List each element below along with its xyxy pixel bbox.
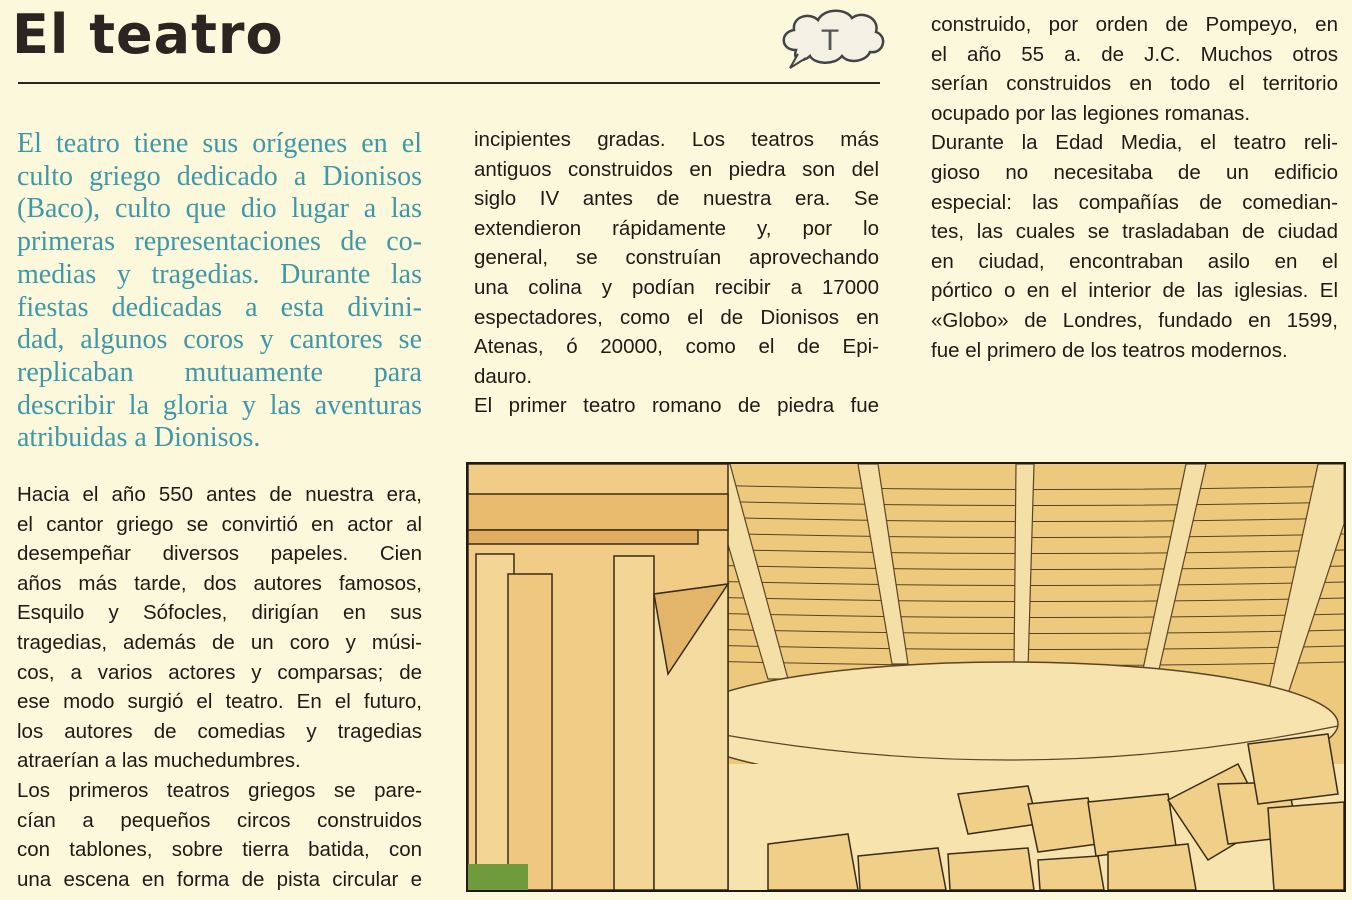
body-line: años más tarde, dos autores famosos, bbox=[17, 571, 422, 595]
intro-line: medias y tragedias. Durante las bbox=[17, 258, 422, 290]
body-line: desempeñar diversos papeles. Cien bbox=[17, 542, 422, 566]
body-line: Esquilo y Sófocles, dirigían en sus bbox=[17, 601, 422, 625]
body-line: siglo IV antes de nuestra era. Se bbox=[474, 187, 879, 211]
intro-line: El teatro tiene sus orígenes en el bbox=[17, 128, 422, 159]
page-title: El teatro bbox=[12, 3, 284, 66]
body-line: una colina y podían recibir a 17000 bbox=[474, 275, 879, 299]
body-line: incipientes gradas. Los teatros más bbox=[474, 128, 879, 151]
body-line: Los primeros teatros griegos se pare- bbox=[17, 778, 422, 802]
body-line: tes, las cuales se trasladaban de ciudad bbox=[931, 220, 1338, 244]
body-line: el año 55 a. de J.C. Muchos otros bbox=[931, 42, 1338, 66]
body-line: una escena en forma de pista circular e bbox=[17, 867, 422, 891]
body-line: especial: las compañías de comedian- bbox=[931, 190, 1338, 214]
intro-line: dad, algunos coros y cantores se bbox=[17, 324, 422, 356]
body-line: atraerían a las muchedumbres. bbox=[17, 749, 301, 773]
body-line: tragedias, además de un coro y músi- bbox=[17, 630, 422, 654]
body-line: fue el primero de los teatros modernos. bbox=[931, 338, 1288, 362]
body-column-3 bbox=[931, 10, 1338, 365]
body-line: Atenas, ó 20000, como el de Epi- bbox=[474, 335, 879, 359]
intro-line: fiestas dedicadas a esta divini- bbox=[17, 291, 422, 323]
body-line: Durante la Edad Media, el teatro reli- bbox=[931, 131, 1338, 155]
body-line: construido, por orden de Pompeyo, en bbox=[931, 13, 1338, 36]
body-line: extendieron rápidamente y, por lo bbox=[474, 216, 879, 240]
intro-line: describir la gloria y las aventuras bbox=[17, 389, 422, 421]
body-line: «Globo» de Londres, fundado en 1599, bbox=[931, 308, 1338, 332]
body-column-2 bbox=[474, 125, 879, 421]
intro-line: culto griego dedicado a Dionisos bbox=[17, 160, 422, 192]
intro-line: replicaban mutuamente para bbox=[17, 356, 422, 388]
body-line: Hacia el año 550 antes de nuestra era, bbox=[17, 483, 422, 506]
body-line: con tablones, sobre tierra batida, con bbox=[17, 838, 422, 862]
body-line: los autores de comedias y tragedias bbox=[17, 719, 422, 743]
body-line: pórtico o en el interior de las iglesias. El bbox=[931, 279, 1338, 303]
grass-patch bbox=[468, 864, 528, 890]
body-line: El primer teatro romano de piedra fue bbox=[474, 394, 879, 418]
body-line: en ciudad, encontraban asilo en el bbox=[931, 249, 1338, 273]
body-line: dauro. bbox=[474, 364, 533, 388]
theatre-illustration bbox=[466, 462, 1346, 892]
intro-line: primeras representaciones de co- bbox=[17, 226, 422, 258]
body-line: general, se construían aprovechando bbox=[474, 246, 879, 270]
body-line: cían a pequeños circos construidos bbox=[17, 808, 422, 832]
badge-letter: T bbox=[820, 24, 840, 57]
intro-paragraph bbox=[17, 128, 422, 455]
body-line: gioso no necesitaba de un edificio bbox=[931, 160, 1338, 184]
body-line: serían construidos en todo el territorio bbox=[931, 72, 1338, 96]
intro-line: atribuidas a Dionisos. bbox=[17, 422, 261, 454]
body-line: el cantor griego se convirtió en actor al bbox=[17, 512, 422, 536]
section-badge-cloud-icon bbox=[776, 4, 888, 74]
title-divider bbox=[18, 82, 880, 84]
body-line: antiguos construidos en piedra son del bbox=[474, 157, 879, 181]
body-line: ese modo surgió el teatro. En el futuro, bbox=[17, 690, 422, 714]
body-line: cos, a varios actores y comparsas; de bbox=[17, 660, 422, 684]
body-line: espectadores, como el de Dionisos en bbox=[474, 305, 879, 329]
stage-building-ruins bbox=[468, 464, 728, 890]
body-line: ocupado por las legiones romanas. bbox=[931, 101, 1251, 125]
intro-line: (Baco), culto que dio lugar a las bbox=[17, 193, 422, 225]
body-column-1 bbox=[17, 480, 422, 894]
